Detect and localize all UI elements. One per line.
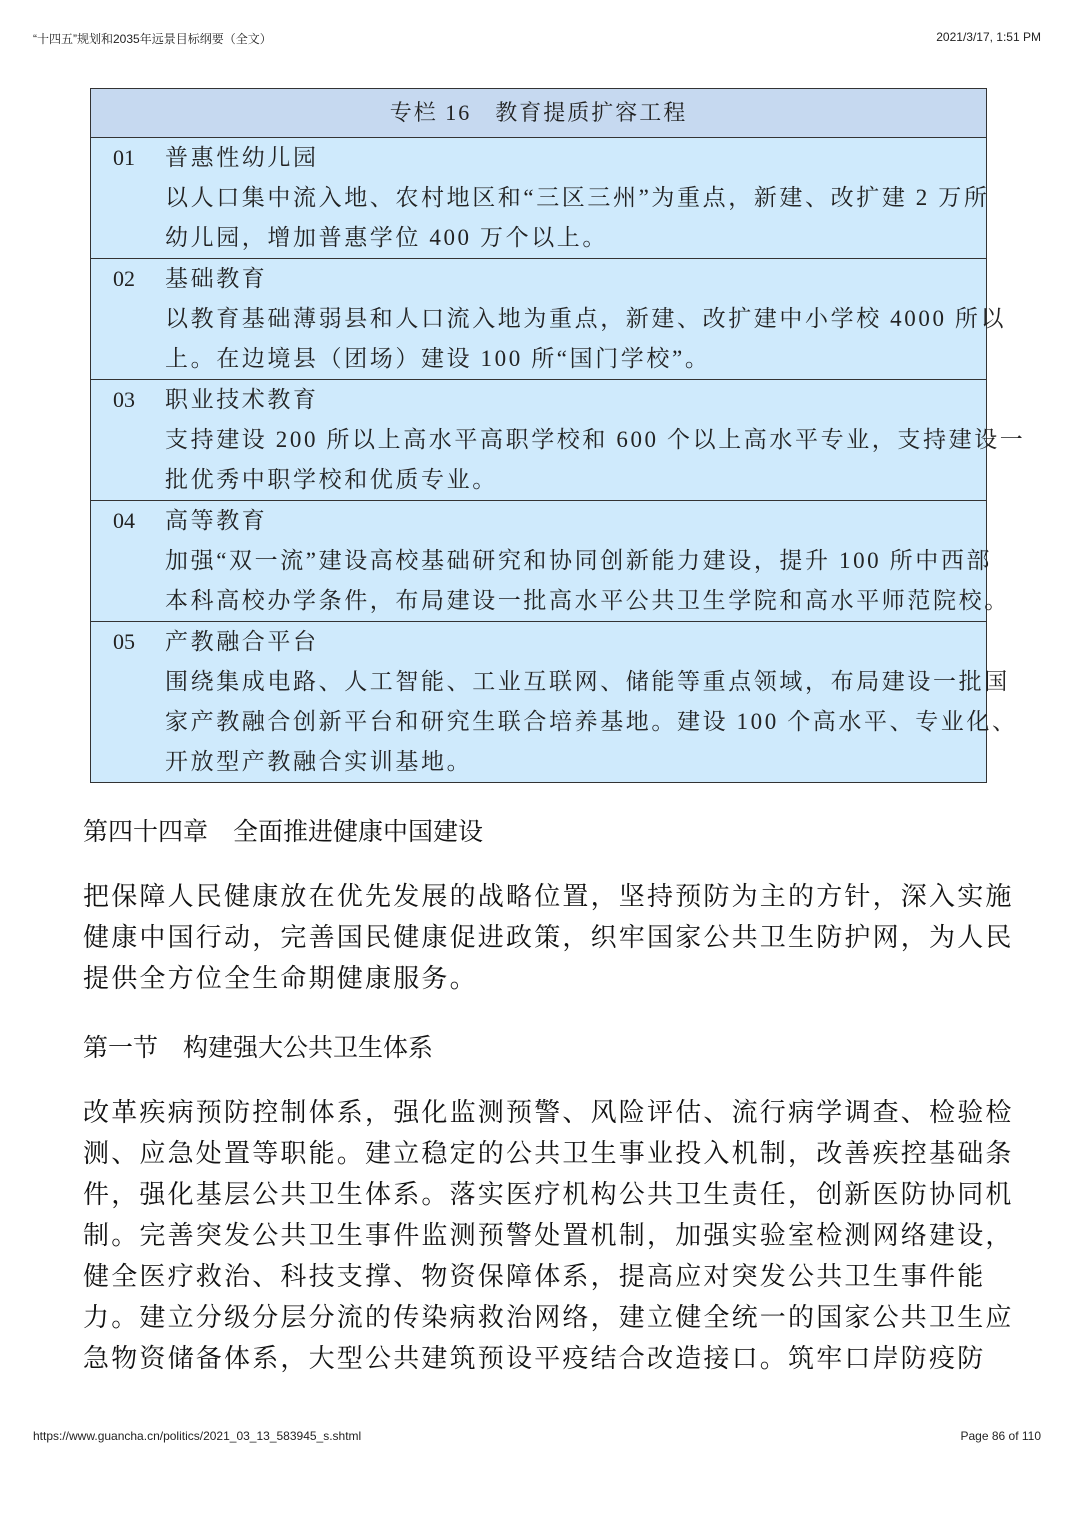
paragraph-line: 健康中国行动，完善国民健康促进政策，织牢国家公共卫生防护网，为人民 (83, 923, 1014, 953)
paragraph-line: 件，强化基层公共卫生体系。落实医疗机构公共卫生责任，创新医防协同机 (83, 1180, 1014, 1210)
paragraph-line: 改革疾病预防控制体系，强化监测预警、风险评估、流行病学调查、检验检 (83, 1098, 1014, 1128)
row-text-line: 开放型产教融合实训基地。 (165, 749, 473, 774)
row-number: 03 (113, 387, 135, 412)
row-text-line: 以教育基础薄弱县和人口流入地为重点，新建、改扩建中小学校 4000 所以 (165, 306, 1007, 331)
print-datetime: 2021/3/17, 1:51 PM (936, 30, 1041, 44)
row-number: 05 (113, 629, 135, 654)
paragraph-line: 提供全方位全生命期健康服务。 (83, 964, 478, 994)
row-text-line: 加强“双一流”建设高校基础研究和协同创新能力建设，提升 100 所中西部 (165, 548, 993, 573)
paragraph-line: 力。建立分级分层分流的传染病救治网络，建立健全统一的国家公共卫生应 (83, 1303, 1014, 1333)
chapter-paragraph (83, 877, 1014, 1000)
row-text-line: 本科高校办学条件，布局建设一批高水平公共卫生学院和高水平师范院校。 (165, 588, 1010, 613)
section-title: 第一节 构建强大公共卫生体系 (83, 1033, 434, 1062)
paragraph-line: 健全医疗救治、科技支撑、物资保障体系，提高应对突发公共卫生事件能 (83, 1262, 986, 1292)
row-text-line: 以人口集中流入地、农村地区和“三区三州”为重点，新建、改扩建 2 万所 (165, 185, 990, 210)
row-text-line: 上。在边境县（团场）建设 100 所“国门学校”。 (165, 346, 711, 371)
column-row (91, 380, 1026, 501)
column-row (91, 259, 1007, 380)
row-heading: 基础教育 (165, 266, 268, 291)
row-number: 04 (113, 508, 135, 533)
row-text-line: 家产教融合创新平台和研究生联合培养基地。建设 100 个高水平、专业化、 (165, 709, 1018, 734)
column-row (91, 138, 990, 259)
row-number: 01 (113, 145, 135, 170)
page-title: “十四五”规划和2035年远景目标纲要（全文） (33, 32, 272, 46)
row-text-line: 幼儿园，增加普惠学位 400 万个以上。 (165, 225, 608, 250)
paragraph-line: 把保障人民健康放在优先发展的战略位置，坚持预防为主的方针，深入实施 (83, 882, 1014, 912)
row-text-line: 围绕集成电路、人工智能、工业互联网、储能等重点领域，布局建设一批国 (165, 669, 1010, 694)
row-heading: 高等教育 (165, 508, 268, 533)
row-heading: 产教融合平台 (165, 629, 319, 654)
row-heading: 职业技术教育 (165, 387, 319, 412)
paragraph-line: 测、应急处置等职能。建立稳定的公共卫生事业投入机制，改善疾控基础条 (83, 1139, 1014, 1169)
row-number: 02 (113, 266, 135, 291)
column-row (91, 622, 1018, 782)
page-number: Page 86 of 110 (960, 1429, 1041, 1443)
chapter-title: 第四十四章 全面推进健康中国建设 (83, 817, 484, 846)
column-box-title: 专栏 16 教育提质扩容工程 (91, 89, 986, 138)
row-text-line: 支持建设 200 所以上高水平高职学校和 600 个以上高水平专业，支持建设一 (165, 427, 1026, 452)
paragraph-line: 急物资储备体系，大型公共建筑预设平疫结合改造接口。筑牢口岸防疫防 (83, 1344, 986, 1374)
column-row (91, 501, 1010, 622)
paragraph-line: 制。完善突发公共卫生事件监测预警处置机制，加强实验室检测网络建设， (83, 1221, 1014, 1251)
column-box (90, 88, 1026, 783)
row-text-line: 批优秀中职学校和优质专业。 (165, 467, 498, 492)
page-url: https://www.guancha.cn/politics/2021_03_13_583945_s.shtml (33, 1429, 362, 1443)
section-paragraph (83, 1093, 1014, 1380)
row-heading: 普惠性幼儿园 (165, 145, 319, 170)
